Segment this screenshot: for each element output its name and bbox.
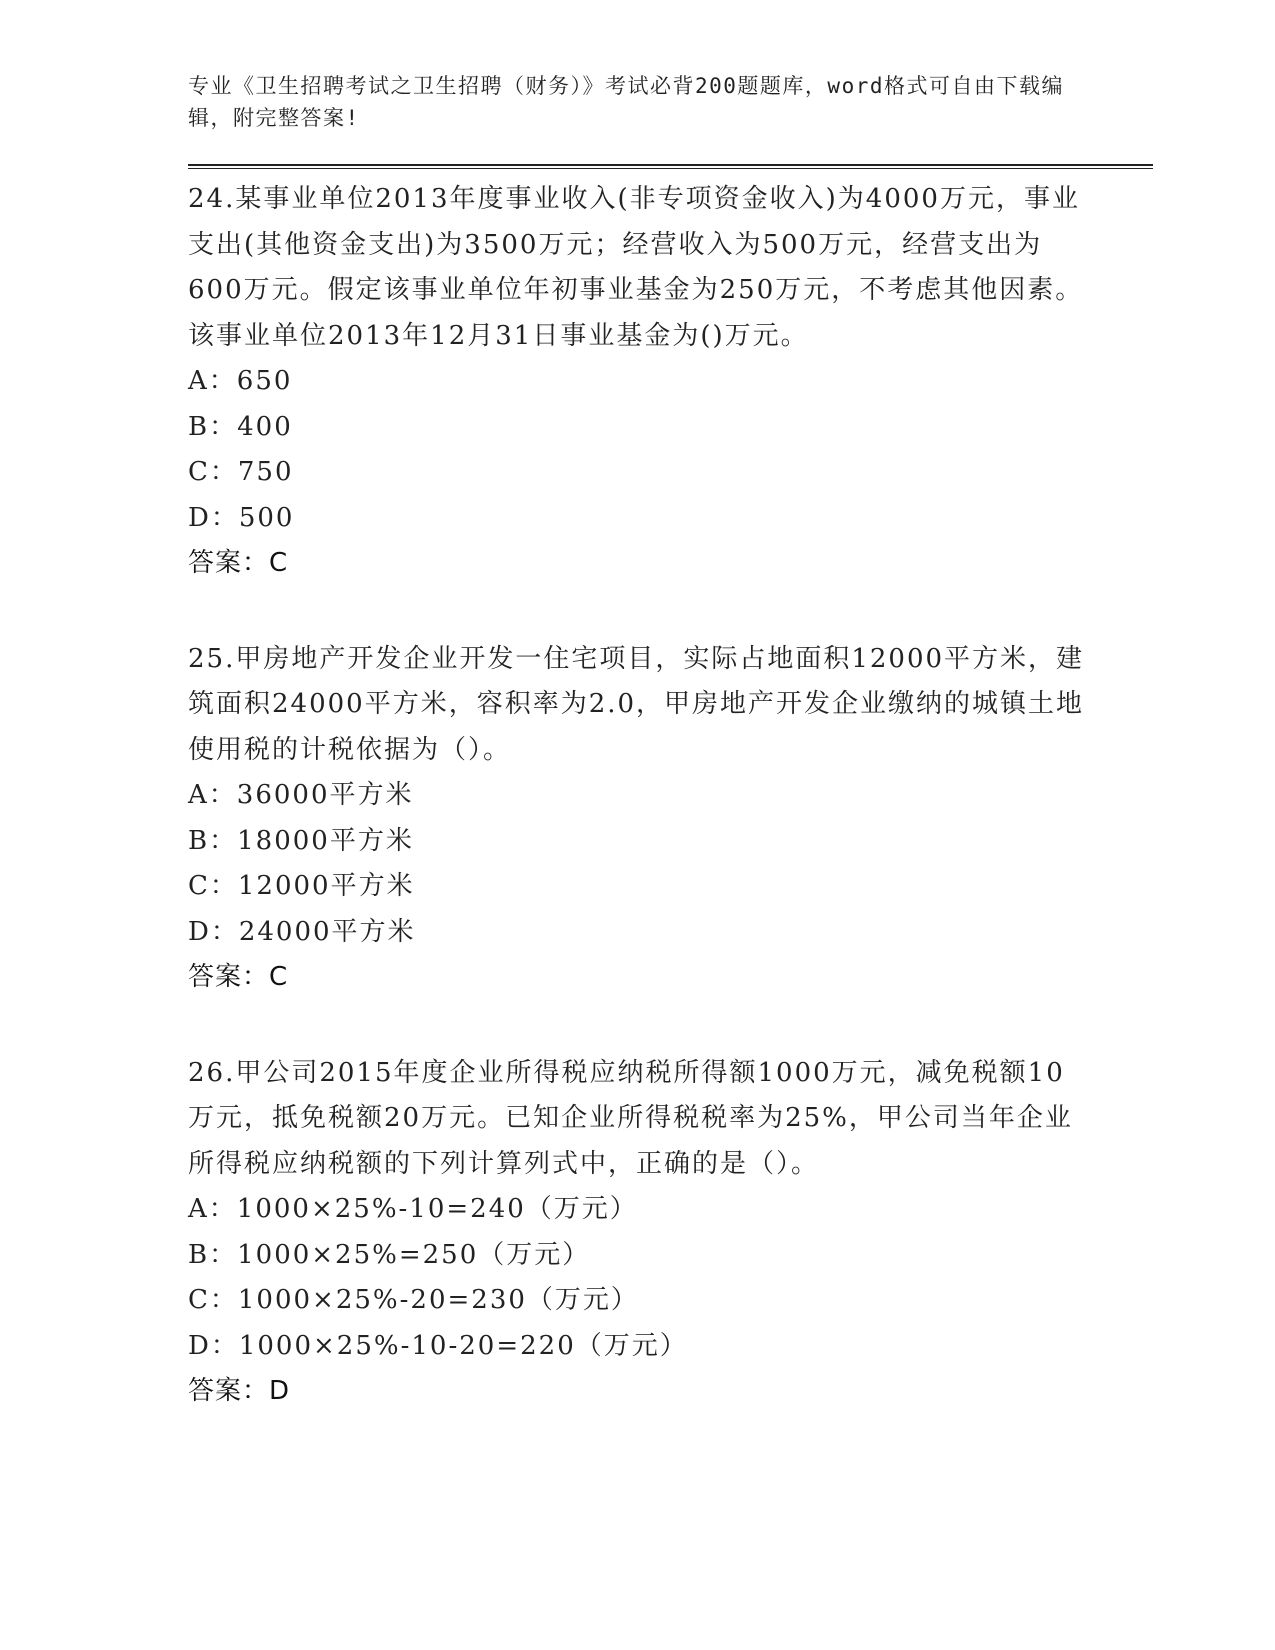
option-d: D：1000×25%-10-20=220（万元）	[188, 1330, 688, 1361]
question-24	[188, 177, 1153, 587]
option-a: A：1000×25%-10=240（万元）	[188, 1194, 638, 1224]
question-25	[188, 637, 1153, 1001]
answer-label: 答案：D	[188, 1376, 291, 1406]
option-c: C：12000平方米	[188, 871, 415, 901]
option-a: A：650	[188, 366, 293, 396]
question-stem: 24.某事业单位2013年度事业收入(非专项资金收入)为4000万元，事业支出(其他资金支出)为3500万元；经营收入为500万元，经营支出为600万元。假定该事业单位年初事业基金为250万元，不考虑其他因素。该事业单位2013年12月31日事业基金为()万元。	[188, 184, 1084, 351]
answer-label: 答案：C	[188, 548, 289, 578]
option-d: D：24000平方米	[188, 916, 416, 947]
option-b: B：1000×25%=250（万元）	[188, 1239, 591, 1270]
option-c: C：1000×25%-20=230（万元）	[188, 1285, 639, 1315]
document-header: 专业《卫生招聘考试之卫生招聘（财务）》考试必背200题题库，word格式可自由下载编辑，附完整答案!	[188, 74, 1064, 130]
question-list	[188, 177, 1153, 1415]
question-stem: 25.甲房地产开发企业开发一住宅项目，实际占地面积12000平方米，建筑面积24000平方米，容积率为2.0，甲房地产开发企业缴纳的城镇土地使用税的计税依据为（）。	[188, 643, 1085, 765]
answer-label: 答案：C	[188, 962, 289, 992]
document-page	[188, 70, 1153, 1465]
header-divider	[188, 164, 1153, 169]
option-b: B：400	[188, 411, 293, 442]
option-d: D：500	[188, 502, 295, 533]
question-26	[188, 1051, 1153, 1415]
option-a: A：36000平方米	[188, 780, 414, 810]
option-c: C：750	[188, 457, 294, 487]
question-stem: 26.甲公司2015年度企业所得税应纳税所得额1000万元，减免税额10万元，抵免税额20万元。已知企业所得税税率为25%，甲公司当年企业所得税应纳税额的下列计算列式中，正确的是（）。	[188, 1057, 1073, 1179]
option-b: B：18000平方米	[188, 825, 414, 856]
